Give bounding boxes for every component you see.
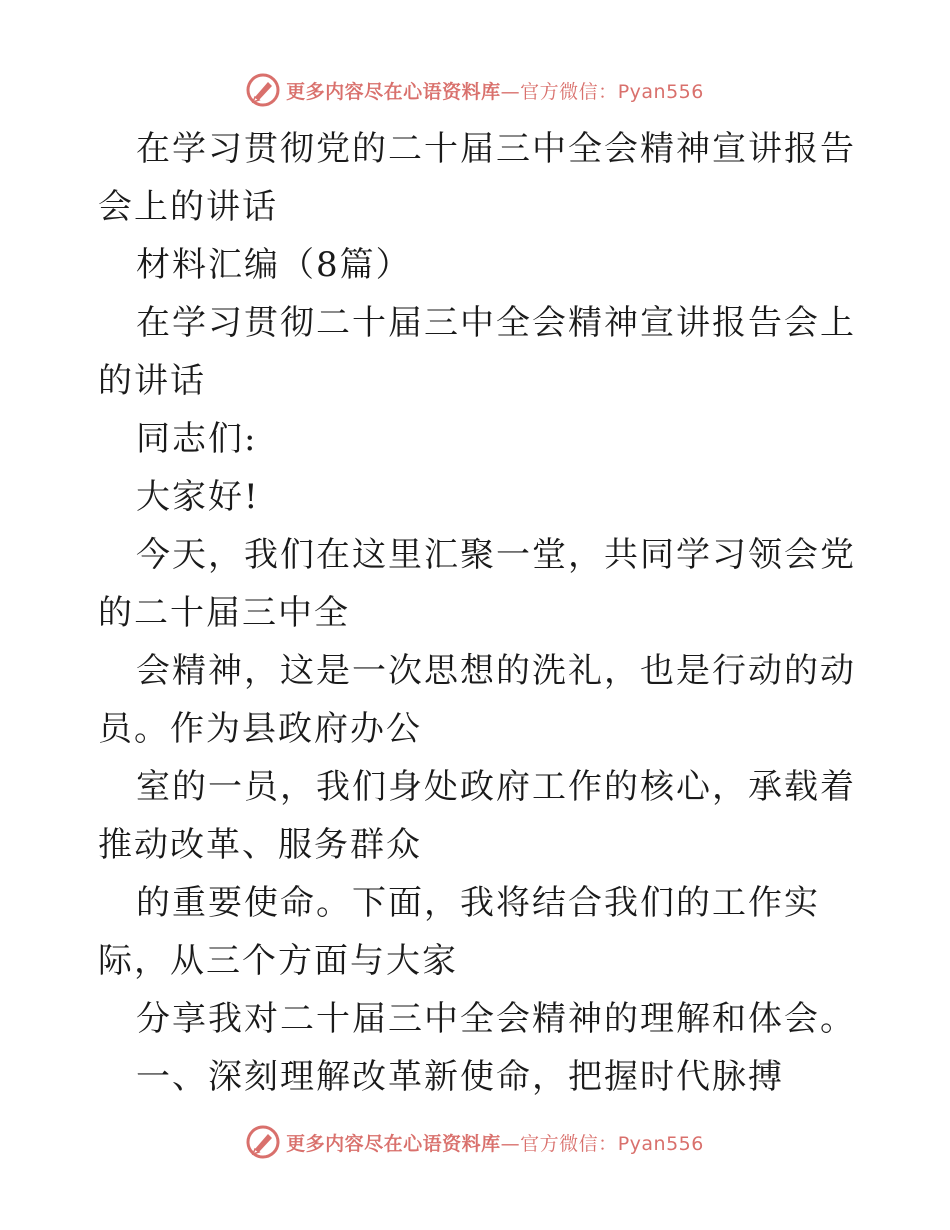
banner-site-text: 更多内容尽在心语资料库 <box>286 1132 501 1155</box>
pen-logo-icon <box>246 73 280 107</box>
document-body <box>98 120 858 1106</box>
banner-wechat-label: 官方微信： <box>520 80 618 103</box>
salutation: 同志们: <box>136 419 258 459</box>
banner-dash: — <box>500 1132 521 1155</box>
body-paragraph: 会精神，这是一次思想的洗礼，也是行动的动员。作为县政府办公 <box>98 651 856 749</box>
document-subtitle: 材料汇编（8篇） <box>136 245 412 285</box>
banner-site-text: 更多内容尽在心语资料库 <box>286 80 501 103</box>
body-paragraph: 室的一员，我们身处政府工作的核心，承载着推动改革、服务群众 <box>98 767 856 865</box>
banner-wechat-id: Pyan556 <box>617 1132 704 1155</box>
banner-text <box>286 1129 704 1156</box>
document-title: 在学习贯彻党的二十届三中全会精神宣讲报告会上的讲话 <box>98 129 856 227</box>
speech-title: 在学习贯彻二十届三中全会精神宣讲报告会上的讲话 <box>98 303 856 401</box>
pen-logo-icon <box>246 1125 280 1159</box>
header-banner <box>0 70 950 110</box>
section-heading: 一、深刻理解改革新使命，把握时代脉搏 <box>136 1057 784 1097</box>
body-paragraph: 的重要使命。下面，我将结合我们的工作实际，从三个方面与大家 <box>98 883 820 981</box>
footer-banner <box>0 1122 950 1162</box>
greeting: 大家好! <box>136 477 260 517</box>
banner-wechat-label: 官方微信： <box>520 1132 618 1155</box>
banner-dash: — <box>500 80 521 103</box>
banner-text <box>286 77 704 104</box>
body-paragraph: 分享我对二十届三中全会精神的理解和体会。 <box>136 999 856 1039</box>
body-paragraph: 今天，我们在这里汇聚一堂，共同学习领会党的二十届三中全 <box>98 535 856 633</box>
banner-wechat-id: Pyan556 <box>617 80 704 103</box>
